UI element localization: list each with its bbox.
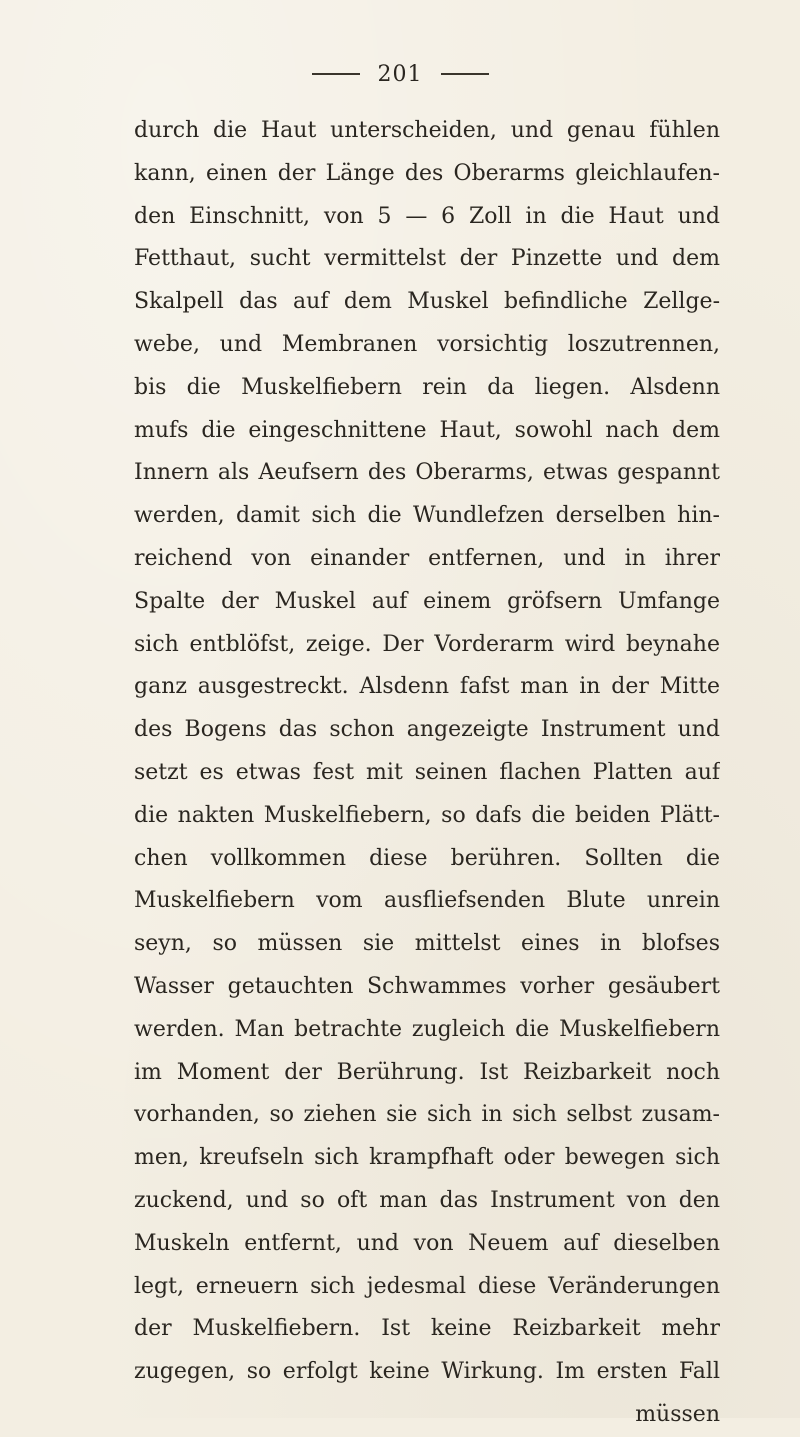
text-line: zuckend, und so oft man das Instrument von den	[134, 1187, 720, 1213]
text-line: sich entblöfst, zeige. Der Vorderarm wird beynahe	[134, 631, 720, 657]
text-line: Innern als Aeufsern des Oberarms, etwas gespannt	[134, 460, 720, 486]
text-line: die nakten Muskelfiebern, so dafs die beiden Plätt-	[134, 802, 720, 828]
text-line: im Moment der Berührung. Ist Reizbarkeit noch	[134, 1059, 720, 1085]
text-line: legt, erneuern sich jedesmal diese Veränderungen	[134, 1273, 720, 1299]
text-line: chen vollkommen diese berühren. Sollten die	[134, 845, 720, 871]
text-line: reichend von einander entfernen, und in ihrer	[134, 545, 720, 571]
text-line: Wasser getauchten Schwammes vorher gesäubert	[134, 973, 720, 999]
text-line: Muskelfiebern vom ausfliefsenden Blute unrein	[134, 888, 720, 914]
text-line: seyn, so müssen sie mittelst eines in blofses	[134, 931, 720, 957]
text-line: der Muskelfiebern. Ist keine Reizbarkeit mehr	[134, 1316, 720, 1342]
page-number: 201	[377, 61, 423, 87]
header-rule-right	[441, 73, 489, 75]
text-line: vorhanden, so ziehen sie sich in sich selbst zusam-	[134, 1102, 720, 1128]
text-line: mufs die eingeschnittene Haut, sowohl nach dem	[134, 417, 720, 443]
text-line: durch die Haut unterscheiden, und genau fühlen	[134, 118, 720, 143]
page-header	[0, 58, 800, 90]
catchword: müssen	[635, 1401, 720, 1427]
body-text	[134, 110, 720, 1437]
text-line: den Einschnitt, von 5 — 6 Zoll in die Haut und	[134, 203, 720, 229]
header-rule-left	[312, 73, 360, 75]
text-line: ganz ausgestreckt. Alsdenn fafst man in der Mitte	[134, 674, 720, 700]
text-line: Spalte der Muskel auf einem gröfsern Umfange	[134, 588, 720, 614]
text-line: zugegen, so erfolgt keine Wirkung. Im ersten Fall	[134, 1359, 720, 1385]
text-line: webe, und Membranen vorsichtig loszutrennen,	[134, 331, 720, 357]
text-line: Muskeln entfernt, und von Neuem auf dieselben	[134, 1230, 720, 1256]
text-line: setzt es etwas fest mit seinen flachen Platten auf	[134, 759, 720, 785]
text-line: des Bogens das schon angezeigte Instrument und	[134, 717, 720, 743]
text-line: kann, einen der Länge des Oberarms gleichlaufen-	[134, 160, 720, 186]
text-line: bis die Muskelfiebern rein da liegen. Alsdenn	[134, 374, 720, 400]
text-line: men, kreufseln sich krampfhaft oder bewegen sich	[134, 1145, 720, 1171]
text-line: werden, damit sich die Wundlefzen derselben hin-	[134, 503, 720, 529]
text-line: werden. Man betrachte zugleich die Muskelfiebern	[134, 1016, 720, 1042]
text-line: Fetthaut, sucht vermittelst der Pinzette und dem	[134, 246, 720, 272]
text-line: Skalpell das auf dem Muskel befindliche Zellge-	[134, 289, 720, 315]
